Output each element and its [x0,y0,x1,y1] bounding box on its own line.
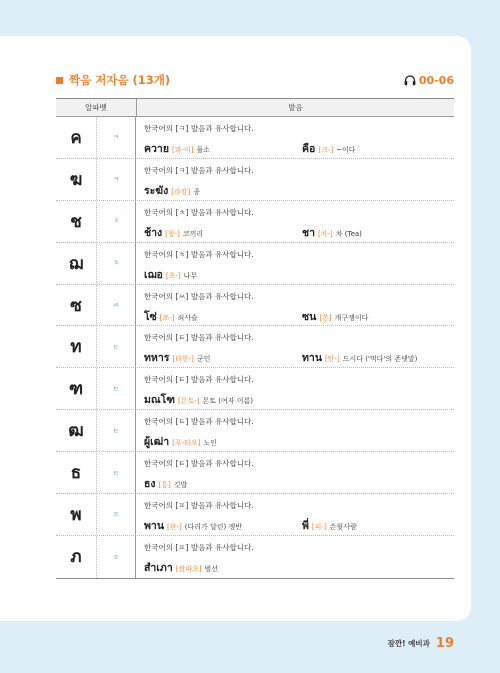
example-ex1 [144,391,253,408]
word-meaning: 쇠사슬 [177,313,198,322]
korean-jamo: ㅊ [96,243,136,284]
thai-word: สำเภา [144,562,173,575]
thai-word: ทาน [302,352,322,365]
square-bullet-icon [56,77,63,84]
pronunciation-cell [136,243,454,284]
korean-jamo: ㅍ [96,494,136,535]
example-ex2 [302,308,368,325]
korean-pronunciation: [크-] [318,145,334,154]
pronunciation-cell [136,285,454,326]
page-number: 19 [435,636,454,651]
thai-letter: ค [70,127,82,148]
table-row [56,201,454,243]
examples [144,433,454,449]
section-header [56,70,454,90]
table-body [56,117,454,578]
header-alphabet: 알파벳 [56,99,137,116]
example-ex2 [302,517,357,534]
thai-letter: ซ [70,295,82,316]
examples [144,308,454,323]
table-row [56,243,454,285]
word-meaning: 노인 [203,439,217,448]
korean-jamo: ㅌ [96,410,136,451]
audio-track[interactable] [404,74,454,87]
thai-letter: ช [70,211,82,232]
examples [144,559,454,575]
section-title-text: 짝음 저자음 (13개) [69,73,171,87]
pronunciation-cell [136,536,454,578]
example-ex2 [302,349,417,366]
table-row [56,410,454,452]
example-ex1 [144,517,242,534]
thai-word: โซ่ [144,310,157,323]
thai-word: คือ [302,142,316,155]
thai-word: พี่ [302,519,309,532]
korean-pronunciation: [쏘-] [159,313,175,322]
examples [144,517,454,532]
page-footer [388,636,454,651]
korean-pronunciation: [타한-] [172,355,194,364]
korean-jamo: ㅋ [96,117,136,158]
pronunciation-note: 한국어의 [ㅍ] 발음과 유사합니다. [144,500,254,510]
korean-jamo: ㅊ [96,201,136,242]
example-ex2 [302,140,355,157]
table-row [56,326,454,368]
thai-word: พาน [144,519,164,532]
thai-word: มณโฑ [144,394,176,407]
korean-jamo: ㅍ [96,536,136,578]
table-row [56,368,454,410]
consonant-table [56,98,454,579]
thai-word: ช้าง [144,226,163,239]
word-meaning: 몬토 (여자 이름) [202,397,254,406]
pronunciation-note: 한국어의 [ㅍ] 발음과 유사합니다. [144,543,254,553]
pronunciation-cell [136,494,454,535]
pronunciation-cell [136,159,454,200]
thai-letter: พ [70,504,82,525]
pronunciation-note: 한국어의 [ㅌ] 발음과 유사합니다. [144,417,254,427]
word-meaning: 코끼리 [182,229,204,238]
thai-word: ระฆัง [144,184,169,197]
pronunciation-cell [136,452,454,493]
table-row [56,494,454,536]
table-row [56,159,454,201]
example-ex1 [144,140,210,157]
korean-pronunciation: [몬토-] [178,397,200,406]
pronunciation-cell [136,368,454,409]
thai-word: เฌอ [144,268,163,281]
word-meaning: 차 (Tea) [335,229,362,238]
korean-pronunciation: [창-] [165,229,180,238]
example-ex1 [144,433,217,450]
korean-jamo: ㅌ [96,452,136,493]
korean-pronunciation: [피-] [311,522,327,531]
thai-word: ผู้เฒ่า [144,436,170,449]
thai-letter: ฒ [68,421,84,442]
korean-pronunciation: [푸-타오] [172,439,201,448]
examples [144,182,454,197]
word-meaning: 개구쟁이다 [334,313,369,322]
korean-pronunciation: [라캉] [171,187,191,196]
korean-pronunciation: [판-] [167,522,182,531]
thai-letter: ฌ [68,253,84,274]
word-meaning: 범선 [204,565,218,574]
thai-word: ควาย [144,142,169,155]
pronunciation-cell [136,201,454,242]
example-ex1 [144,266,197,283]
word-meaning: (다리가 달린) 쟁반 [184,522,242,531]
examples [144,140,454,155]
thai-letter: ภ [70,547,82,568]
headphones-icon [404,75,416,86]
thai-word: ทหาร [144,352,170,365]
examples [144,475,454,491]
word-meaning: 나무 [183,271,198,280]
korean-jamo: ㅌ [96,368,136,409]
track-number: 00-06 [418,73,454,87]
pronunciation-note: 한국어의 [ㅌ] 발음과 유사합니다. [144,333,254,343]
korean-pronunciation: [쌈파오] [175,565,202,574]
thai-word: ธง [144,478,156,491]
korean-pronunciation: [츠-] [165,271,181,280]
example-ex1 [144,349,210,366]
word-meaning: ~이다 [336,145,356,154]
thai-letter: ฑ [68,379,84,400]
pronunciation-note: 한국어의 [ㅆ] 발음과 유사합니다. [144,291,254,301]
example-ex1 [144,308,198,325]
example-ex1 [144,559,218,576]
korean-jamo: ㅋ [96,159,136,200]
korean-pronunciation: [콰-이] [171,145,194,154]
table-row [56,452,454,494]
header-pronunciation: 발음 [288,103,303,112]
examples [144,266,454,281]
korean-pronunciation: [차-] [318,229,333,238]
thai-letter: ฆ [69,169,83,190]
word-meaning: 군인 [196,355,211,364]
thai-word: ชา [302,226,316,239]
pronunciation-cell [136,410,454,451]
pronunciation-cell [136,326,454,367]
table-row [56,117,454,159]
pronunciation-note: 한국어의 [ㅌ] 발음과 유사합니다. [144,375,254,385]
pronunciation-note: 한국어의 [ㅋ] 발음과 유사합니다. [144,123,254,133]
examples [144,224,454,239]
korean-pronunciation: [탄-] [325,355,340,364]
korean-jamo: ㅌ [96,326,136,367]
examples [144,391,454,407]
word-meaning: 종 [193,187,200,196]
korean-pronunciation: [통] [158,481,171,490]
pronunciation-note: 한국어의 [ㅌ] 발음과 유사합니다. [144,459,254,469]
example-ex2 [302,224,362,241]
examples [144,349,454,365]
table-header [56,99,454,117]
example-ex1 [144,182,200,199]
word-meaning: 깃발 [173,481,188,490]
thai-letter: ท [70,337,82,358]
word-meaning: 손윗사람 [329,522,357,531]
thai-letter: ธ [70,463,82,484]
korean-jamo: ㅆ [96,285,136,326]
korean-pronunciation: [쏜] [319,313,332,322]
word-meaning: 드시다 ('먹다'의 존댓말) [342,355,418,364]
pronunciation-note: 한국어의 [ㅋ] 발음과 유사합니다. [144,165,254,175]
pronunciation-note: 한국어의 [ㅊ] 발음과 유사합니다. [144,207,254,217]
footer-label: 잠깐! 예비과 [387,639,430,648]
section-title [56,72,170,88]
thai-word: ซน [302,310,317,323]
word-meaning: 물소 [196,145,211,154]
pronunciation-note: 한국어의 [ㅊ] 발음과 유사합니다. [144,249,254,259]
example-ex1 [144,475,187,492]
example-ex1 [144,224,203,241]
table-row [56,285,454,327]
table-row [56,536,454,578]
pronunciation-cell [136,117,454,158]
